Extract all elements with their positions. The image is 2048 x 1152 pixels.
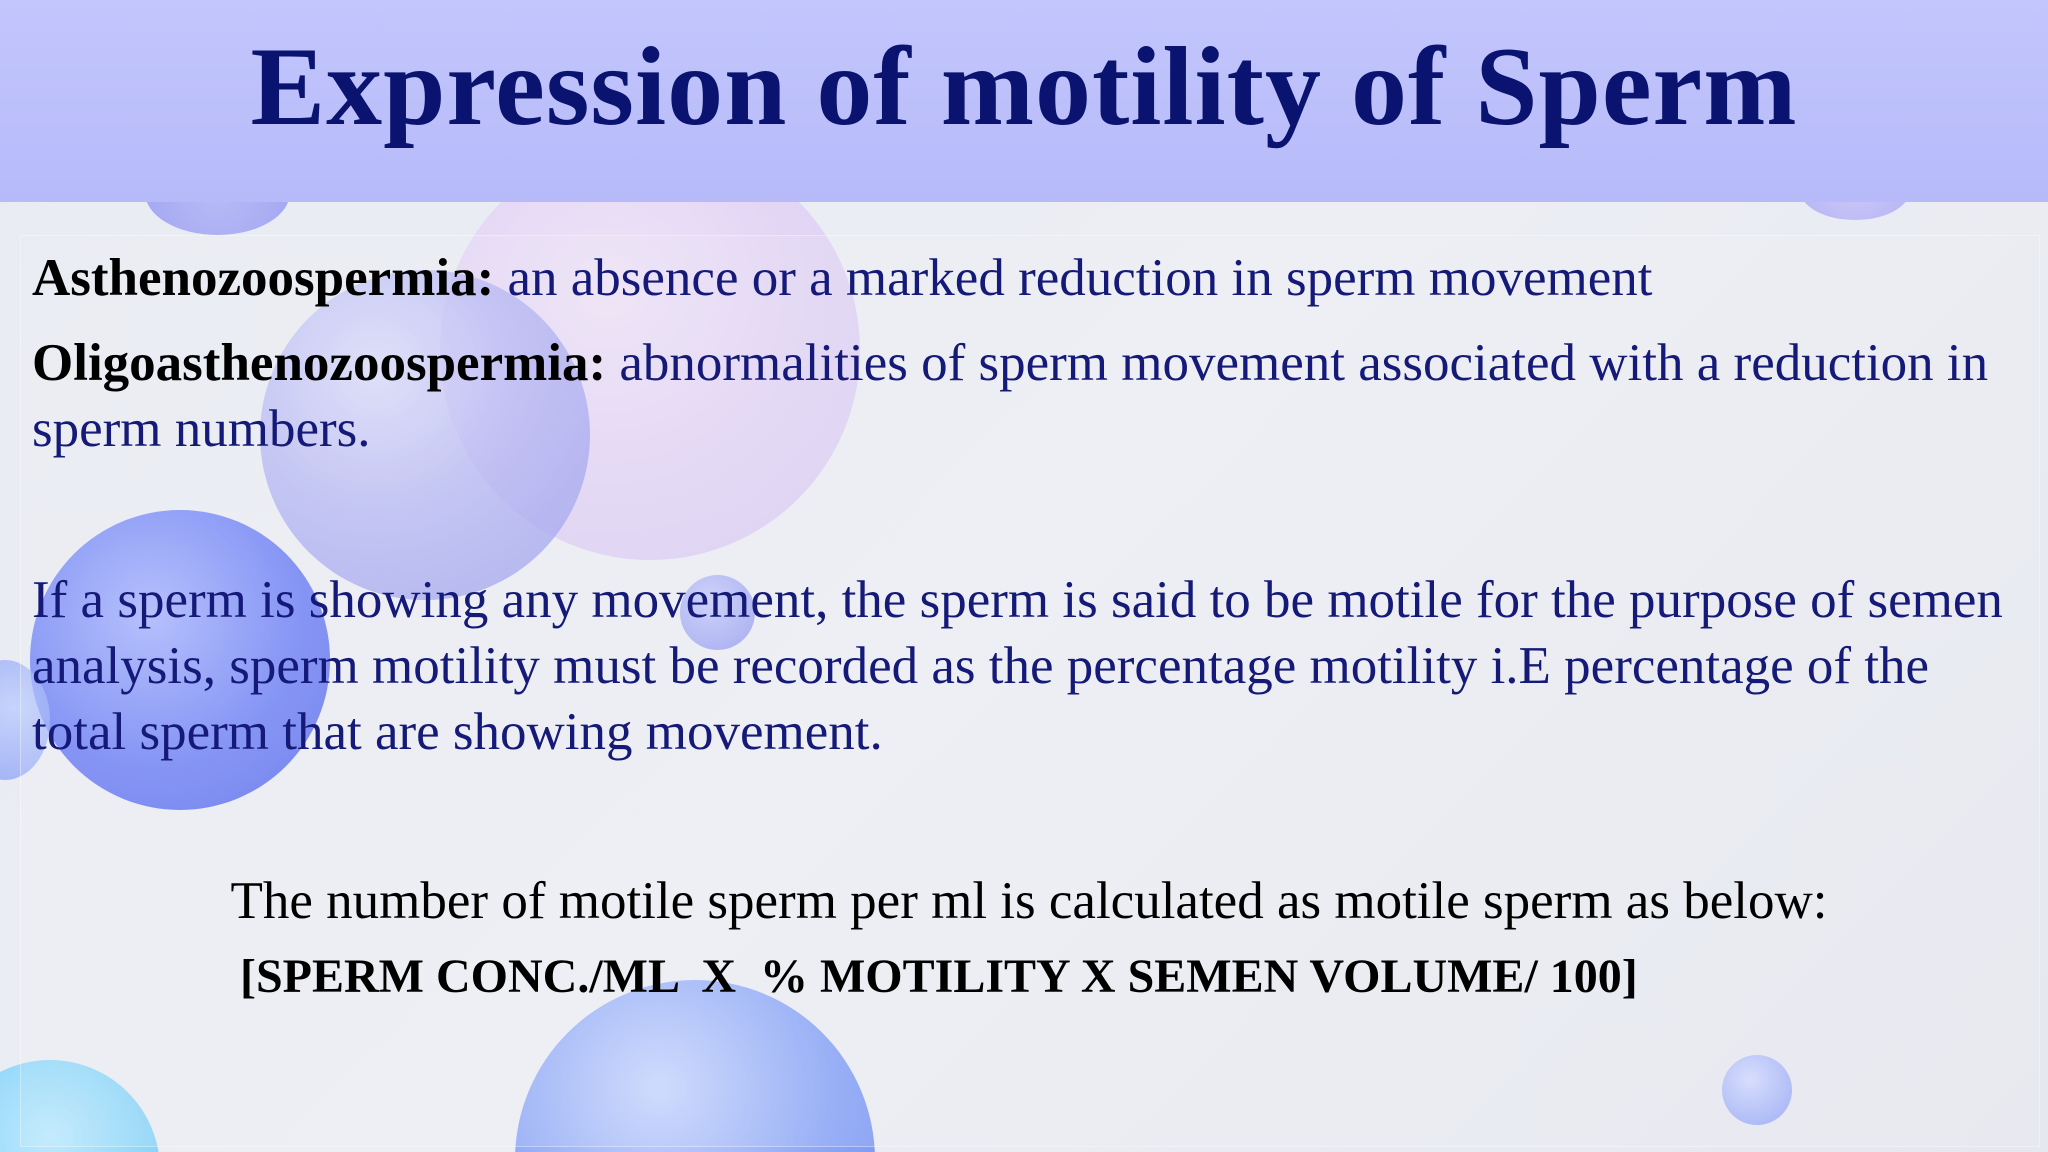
slide-title: Expression of motility of Sperm — [250, 25, 1798, 149]
definition-text: abnormalities of sperm movement associated with a reduction in sperm numbers. — [32, 334, 1989, 458]
motility-formula: [SPERM CONC./ML X % MOTILITY X SEMEN VOLUME/ 100] — [240, 950, 1638, 1003]
definition-term: Oligoasthenozoospermia: — [32, 334, 607, 392]
definition-term: Asthenozoospermia: — [32, 249, 495, 307]
title-bar — [0, 0, 2048, 202]
definition-oligoasthenozoospermia — [32, 330, 2022, 462]
definition-text: an absence or a marked reduction in sperm movement — [494, 249, 1653, 307]
motility-paragraph: If a sperm is showing any movement, the sperm is said to be motile for the purpose of semen analysis, sperm motility must be recorded as the percentage motility i.E percentage of the total sperm that are showing movement. — [32, 571, 2003, 761]
formula-intro: The number of motile sperm per ml is calculated as motile sperm as below: — [230, 872, 1828, 930]
definition-asthenozoospermia — [32, 245, 2022, 311]
